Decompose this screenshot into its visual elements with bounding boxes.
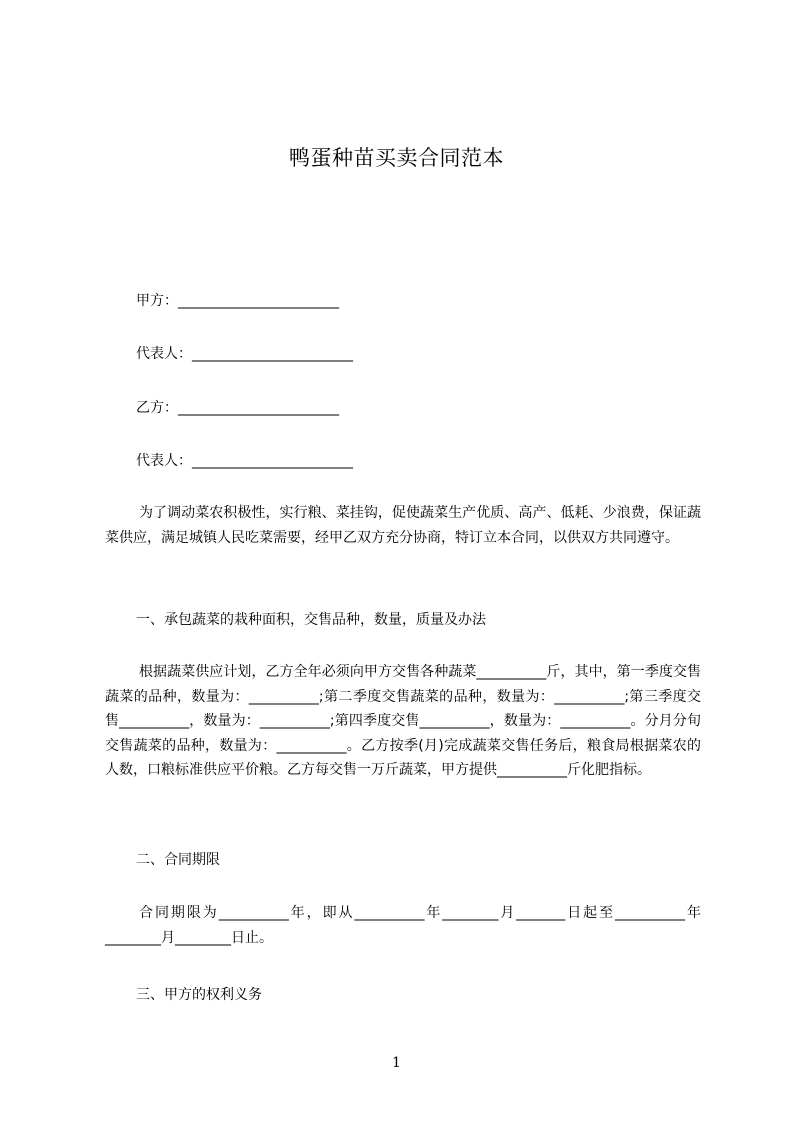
party-a-representative-field: 代表人：_______________________	[136, 346, 353, 362]
party-a-field: 甲方：_______________________	[136, 293, 339, 309]
section-3-heading: 三、甲方的权利义务	[136, 987, 262, 1003]
section-2-heading: 二、合同期限	[136, 852, 220, 868]
intro-paragraph: 为了调动菜农积极性，实行粮、菜挂钩，促使蔬菜生产优质、高产、低耗、少浪费，保证蔬菜供应，满足城镇人民吃菜需要，经甲乙双方充分协商，特订立本合同，以供双方共同遵守。	[105, 505, 701, 546]
page-number: 1	[392, 1055, 401, 1071]
document-title: 鸭蛋种苗买卖合同范本	[289, 146, 504, 170]
party-b-field: 乙方：_______________________	[136, 400, 339, 416]
party-b-representative-field: 代表人：_______________________	[136, 453, 353, 469]
section-1-heading: 一、承包蔬菜的栽种面积，交售品种，数量，质量及办法	[136, 612, 486, 628]
section-1-paragraph: 根据蔬菜供应计划，乙方全年必须向甲方交售各种蔬菜__________斤，其中，第一季度交售蔬菜的品种，数量为：__________;第二季度交售蔬菜的品种，数量为：__________;第三季度交售__________，数量为：__________;第四季度交售__________，数量为：__________。分月分旬交售蔬菜的品种，数量为：__________。乙方按季(月)完成蔬菜交售任务后，粮食局根据菜农的人数，口粮标准供应平价粮。乙方每交售一万斤蔬菜，甲方提供__________斤化肥指标。	[105, 664, 701, 778]
section-2-paragraph: 合同期限为__________年，即从__________年________月_______日起至__________年________月________日止。	[105, 905, 701, 946]
